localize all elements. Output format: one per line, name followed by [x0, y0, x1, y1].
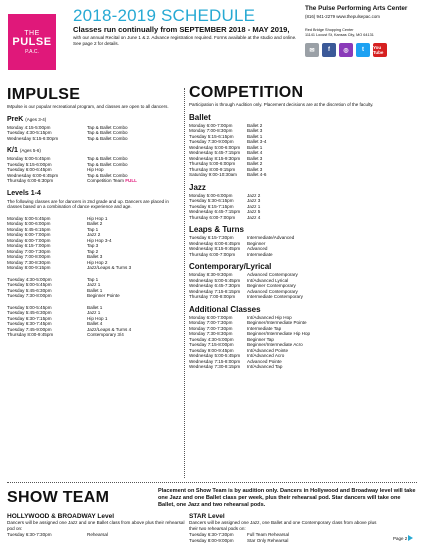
show-team-title: SHOW TEAM [7, 489, 110, 506]
ballet-heading: Ballet [189, 112, 211, 122]
star-block [189, 513, 379, 543]
class-name [87, 293, 120, 299]
class-time: Monday 8:00-9:15pm [7, 265, 51, 271]
class-name-text: Jazz 2 [87, 232, 101, 238]
pulse-logo [8, 14, 56, 70]
class-time: Monday 7:00-8:00pm [7, 254, 51, 260]
class-name-text: Advanced Pointe [247, 358, 282, 364]
additional-heading: Additional Classes [189, 304, 261, 314]
class-name [87, 136, 128, 142]
class-time: Wednesday 7:15-8:15pm [189, 288, 241, 294]
k1-schedule [7, 156, 137, 184]
class-name-text: Beginner [247, 240, 266, 246]
class-time: Tuesday 6:15-7:15pm [189, 203, 234, 209]
class-time: Tuesday 9:00-9:45pm [189, 347, 234, 353]
class-name-text: Hip Hop 1 [87, 215, 108, 221]
class-time: Monday 4:15-5:00pm [7, 124, 51, 130]
class-name [87, 178, 137, 184]
hollywood-broadway-block [7, 513, 192, 538]
class-name-text: Intermediate/Advanced [247, 235, 295, 241]
social-icons [305, 43, 387, 57]
twitter-icon[interactable]: t [356, 43, 370, 57]
class-name-text: Intermediate [247, 251, 273, 257]
class-name-text: Ballet 3 [87, 254, 103, 260]
class-name [247, 172, 266, 178]
class-name-text: Jazz 5 [247, 209, 261, 215]
class-name [247, 294, 303, 300]
class-time: Monday 6:00-7:00pm [7, 237, 51, 243]
class-time: Monday 5:00-5:45pm [7, 156, 51, 162]
class-name-text: Hip Hop 1 [87, 315, 108, 321]
schedule-row [189, 294, 303, 300]
class-name-text: Ballet 2 [87, 221, 103, 227]
competition-description: Participation is through Audition only. Placement decisions are at the discretion of the faculty. [189, 102, 374, 107]
instagram-icon[interactable]: ◎ [339, 43, 353, 57]
schedule-row [7, 178, 137, 184]
prek-ages: (Ages 3-4) [25, 116, 47, 122]
class-name-text: Intermediate Tap [247, 325, 282, 331]
prek-label: PreK [7, 115, 24, 123]
class-name-text: Jazz 2 [247, 192, 261, 198]
class-name-text: Ballet 4 [247, 150, 263, 156]
column-divider [184, 88, 185, 478]
class-name-text: Ballet 3-4 [247, 139, 267, 145]
class-name-text: Ballet 2 [247, 161, 263, 167]
class-time: Tuesday 4:30-5:00pm [189, 336, 234, 342]
facebook-icon[interactable]: f [322, 43, 336, 57]
class-time: Monday 6:00-7:00pm [189, 122, 233, 128]
class-time: Thursday 6:00-7:00pm [189, 214, 236, 220]
class-name-text: Int/Advanced Hip Hop [247, 314, 292, 320]
center-name: The Pulse Performing Arts Center [305, 5, 408, 12]
schedule-row [189, 172, 266, 178]
full-badge: FULL [125, 178, 137, 184]
class-time: Tuesday 7:30-8:00pm [7, 293, 52, 299]
class-time: Monday 7:00-7:30pm [189, 320, 233, 326]
next-page-arrow-icon[interactable] [408, 535, 413, 541]
class-name-text: Ballet 2 [247, 122, 263, 128]
schedule-row [7, 136, 128, 142]
jazz-heading: Jazz [189, 182, 206, 192]
schedule-row [189, 252, 294, 258]
logo-line-1: THE [24, 29, 40, 37]
class-time: Tuesday 6:30-7:45pm [7, 321, 52, 327]
class-time: Monday 8:30-9:30pm [189, 272, 233, 278]
class-time: Thursday 5:00-6:00pm [189, 161, 236, 167]
class-name-text: Beginner/Intermediate Acro [247, 342, 303, 348]
class-name-text: Beginner/Intermediate Hip Hop [247, 331, 311, 337]
class-time: Tuesday 4:30-5:00pm [7, 276, 52, 282]
class-time: Wednesday 5:15-6:00pm [7, 135, 59, 141]
class-name-text: Tap 2 [87, 248, 99, 254]
contemporary-heading: Contemporary/Lyrical [189, 262, 272, 272]
jazz-schedule [189, 193, 260, 221]
class-name-text: Beginner Contemporary [247, 283, 296, 289]
class-name-text: Ballet 3 [247, 128, 263, 134]
class-name-text: Tap & Ballet Combo [87, 161, 128, 167]
class-time: Thursday 8:00-9:45pm [7, 332, 54, 338]
class-time: Monday 5:00-6:00pm [189, 192, 233, 198]
k1-label: K/1 [7, 147, 18, 155]
class-time: Monday 6:00-7:00pm [189, 314, 233, 320]
class-name-text: Star Only Rehearsal [247, 537, 289, 543]
page-title: 2018-2019 SCHEDULE [73, 6, 256, 25]
class-time: Wednesday 5:00-5:45pm [189, 277, 241, 283]
page-number: Page 2 [393, 536, 408, 541]
class-time: Tuesday 5:00-5:45pm [7, 282, 52, 288]
class-name-text: Tap & Ballet Combo [87, 135, 128, 141]
star-schedule [189, 532, 289, 543]
class-time: Monday 5:00-5:45pm [7, 215, 51, 221]
class-name-text: Advanced [247, 246, 268, 252]
class-name-text: Ballet 1 [87, 304, 103, 310]
levels-schedule-tuesday-2 [7, 305, 131, 338]
class-name [247, 215, 260, 221]
leaps-turns-schedule [189, 235, 294, 257]
class-time: Monday 5:45-6:15pm [7, 226, 51, 232]
class-name-text: Jazz 1 [87, 282, 101, 288]
class-name-text: Hip Hop [87, 167, 104, 173]
class-name [247, 538, 289, 544]
prek-heading [7, 116, 179, 124]
class-time: Wednesday 6:45-7:15pm [189, 209, 241, 215]
class-time: Tuesday 6:00-6:45pm [7, 167, 52, 173]
class-time: Tuesday 5:00-5:45pm [7, 304, 52, 310]
class-time: Wednesday 8:15-9:30pm [189, 155, 241, 161]
ballet-schedule [189, 123, 266, 178]
class-name-text: Full Team Rehearsal [247, 532, 290, 538]
class-name-text: Advanced Contemporary [247, 288, 298, 294]
class-name-text: Ballet 1 [247, 144, 263, 150]
class-time: Monday 6:15-7:00pm [7, 243, 51, 249]
class-time: Tuesday 5:45-6:30pm [7, 287, 52, 293]
impulse-column [7, 86, 179, 338]
class-name-text: Beginner Tap [247, 336, 274, 342]
class-name [247, 252, 294, 258]
class-name-text: Tap & Ballet Combo [87, 156, 128, 162]
class-time: Thursday 8:00-9:15pm [189, 166, 236, 172]
class-time: Monday 6:00-7:00pm [7, 232, 51, 238]
class-time: Thursday 6:00-6:30pm [7, 178, 54, 184]
class-name [87, 532, 108, 538]
intro-text: with our annual Recital on June 1 & 2. Advance registration required. Forms available at the studio and online. See page 2 for details. [73, 35, 297, 46]
class-name-text: Competition Team [87, 178, 124, 184]
levels-heading: Levels 1-4 [7, 189, 41, 197]
class-name-text: Int/Advanced Tap [247, 364, 283, 370]
impulse-description: IMpulse is our popular recreational program, and classes are open to all dancers. [7, 104, 169, 109]
email-icon[interactable]: ✉ [305, 43, 319, 57]
class-name [247, 364, 310, 370]
class-time: Tuesday 6:30-7:15pm [7, 315, 52, 321]
class-time: Wednesday 7:15-8:00pm [189, 358, 241, 364]
class-time: Wednesday 8:15-9:45pm [189, 246, 241, 252]
class-name-text: Tap 3 [87, 243, 99, 249]
competition-title: COMPETITION [189, 84, 304, 101]
hollywood-label: HOLLYWOOD & BROADWAY Level [7, 513, 115, 520]
class-time: Wednesday 6:45-7:30pm [189, 283, 241, 289]
class-name-text: Int/Advanced Pointe [247, 347, 289, 353]
class-name-text: Hip Hop 3-4 [87, 237, 112, 243]
k1-heading [7, 147, 179, 155]
class-time: Wednesday 6:00-6:45pm [189, 240, 241, 246]
class-name-text: Jazz 1 [87, 310, 101, 316]
class-name-text: Beginner Pointe [87, 293, 120, 299]
leaps-turns-heading: Leaps & Turns [189, 225, 244, 235]
class-time: Tuesday 5:45-6:30pm [7, 310, 52, 316]
class-name-text: Jazz 4 [247, 214, 261, 220]
class-time: Monday 7:30-8:30pm [7, 259, 51, 265]
class-time: Tuesday 5:30-6:15pm [189, 198, 234, 204]
class-name-text: Advanced Contemporary [247, 272, 298, 278]
logo-line-3: P.A.C. [25, 48, 39, 55]
levels-description: The following classes are for dancers in 2nd grade and up. Dancers are placed in classes based on a combination of dance experience and age. [7, 198, 169, 210]
class-time: Thursday 7:00-8:00pm [189, 294, 236, 300]
class-time: Tuesday 6:15-7:30pm [189, 235, 234, 241]
class-name-text: Tap & Ballet Combo [87, 172, 128, 178]
class-time: Tuesday 5:15-6:15pm [189, 133, 234, 139]
additional-schedule [189, 315, 310, 370]
impulse-title: IMPULSE [7, 86, 81, 103]
class-name-text: Jazz 1 [247, 203, 261, 209]
class-time: Tuesday 7:15-8:00pm [189, 342, 234, 348]
schedule-row [7, 332, 131, 338]
class-time: Wednesday 7:30-8:15pm [189, 364, 241, 370]
class-time: Monday 5:00-6:00pm [7, 221, 51, 227]
class-name-text: Ballet 3 [247, 166, 263, 172]
show-team-description: Placement on Show Team is by audition only. Dancers in Hollywood and Broadway level will take one Jazz and one Ballet class per week, plus their rehearsal pod. Star dancers will take one Ballet, one Jazz and two rehearsal pods. [158, 488, 416, 508]
class-time: Tuesday 4:30-5:15pm [7, 130, 52, 136]
class-name-text: Beginner/Intermediate Pointe [247, 320, 307, 326]
class-time: Tuesday 5:15-6:00pm [7, 161, 52, 167]
youtube-icon[interactable]: You Tube [373, 43, 387, 57]
class-name-text: Int/Advanced Lyrical [247, 277, 289, 283]
class-name-text: Jazz/Leaps & Turns 4 [87, 326, 132, 332]
star-description: Dancers will be assigned one Jazz, one Ballet and one Contemporary class from above plus their two rehearsal pods on: [189, 520, 377, 531]
prek-schedule [7, 125, 128, 142]
class-name-text: Tap 1 [87, 226, 99, 232]
class-time: Wednesday 5:00-5:45pm [189, 353, 241, 359]
class-name-text: Ballet 1 [87, 287, 103, 293]
levels-schedule-tuesday [7, 277, 120, 299]
class-time: Saturday 9:00-10:30am [189, 172, 238, 178]
class-name-text: Int/Advanced Acro [247, 353, 285, 359]
class-name-text: Jazz/Leaps & Turns 3 [87, 265, 132, 271]
class-time: Tuesday 8:00-9:00pm [189, 537, 234, 543]
section-divider [7, 482, 417, 483]
class-time: Monday 7:00-7:30pm [189, 325, 233, 331]
class-time: Monday 7:00-7:30pm [7, 248, 51, 254]
class-name-text: Jazz 3 [247, 198, 261, 204]
class-name-text: Tap 1 [87, 276, 99, 282]
class-name-text: Ballet 4-6 [247, 172, 267, 178]
schedule-row [189, 364, 310, 370]
class-name-text: Rehearsal [87, 532, 108, 538]
center-address [305, 28, 415, 38]
hollywood-description: Dancers will be assigned one Jazz and one Ballet class from above plus their rehearsal pod on: [7, 520, 185, 531]
class-time: Wednesday 5:45-7:15pm [189, 150, 241, 156]
class-name-text: Ballet 4 [87, 321, 103, 327]
star-label: STAR Level [189, 513, 225, 520]
class-name-text: Intermediate Contemporary [247, 294, 303, 300]
class-name-text: Tap & Ballet Combo [87, 124, 128, 130]
class-time: Wednesday 6:00-6:45pm [7, 172, 59, 178]
class-name-text: Hip Hop 2 [87, 259, 108, 265]
class-time: Tuesday 7:30-9:00pm [189, 139, 234, 145]
class-time: Tuesday 6:30-7:30pm [7, 532, 52, 538]
schedule-row [189, 538, 289, 544]
k1-ages: (Ages 5-6) [19, 148, 41, 154]
address-line: Red Bridge Shopping Center 11141 Locust St, Kansas City, MO 64131 [305, 28, 374, 37]
class-name-text: Ballet 1 [247, 133, 263, 139]
class-name-text: Contemporary 3/4 [87, 332, 124, 338]
schedule-row [189, 215, 260, 221]
schedule-row [7, 532, 108, 538]
center-phone: (816) 941-2279 www.thepulsepac.com [305, 14, 380, 19]
contemporary-schedule [189, 272, 303, 300]
class-time: Monday 7:00-8:30pm [189, 128, 233, 134]
competition-column [189, 84, 417, 370]
class-name [87, 332, 131, 338]
class-time: Tuesday 7:45-9:00pm [7, 326, 52, 332]
class-time: Monday 7:30-8:30pm [189, 331, 233, 337]
class-time: Wednesday 5:00-6:00pm [189, 144, 241, 150]
class-time: Thursday 6:00-7:00pm [189, 251, 236, 257]
hollywood-schedule [7, 532, 108, 538]
class-name [87, 265, 131, 271]
class-name-text: Ballet 3 [247, 155, 263, 161]
logo-line-2: PULSE [12, 35, 52, 48]
levels-schedule-monday [7, 216, 131, 271]
page-subtitle: Classes run continually from SEPTEMBER 2018 - MAY 2019, [73, 25, 290, 34]
class-time: Tuesday 6:30-7:30pm [189, 532, 234, 538]
class-name-text: Tap & Ballet Combo [87, 130, 128, 136]
